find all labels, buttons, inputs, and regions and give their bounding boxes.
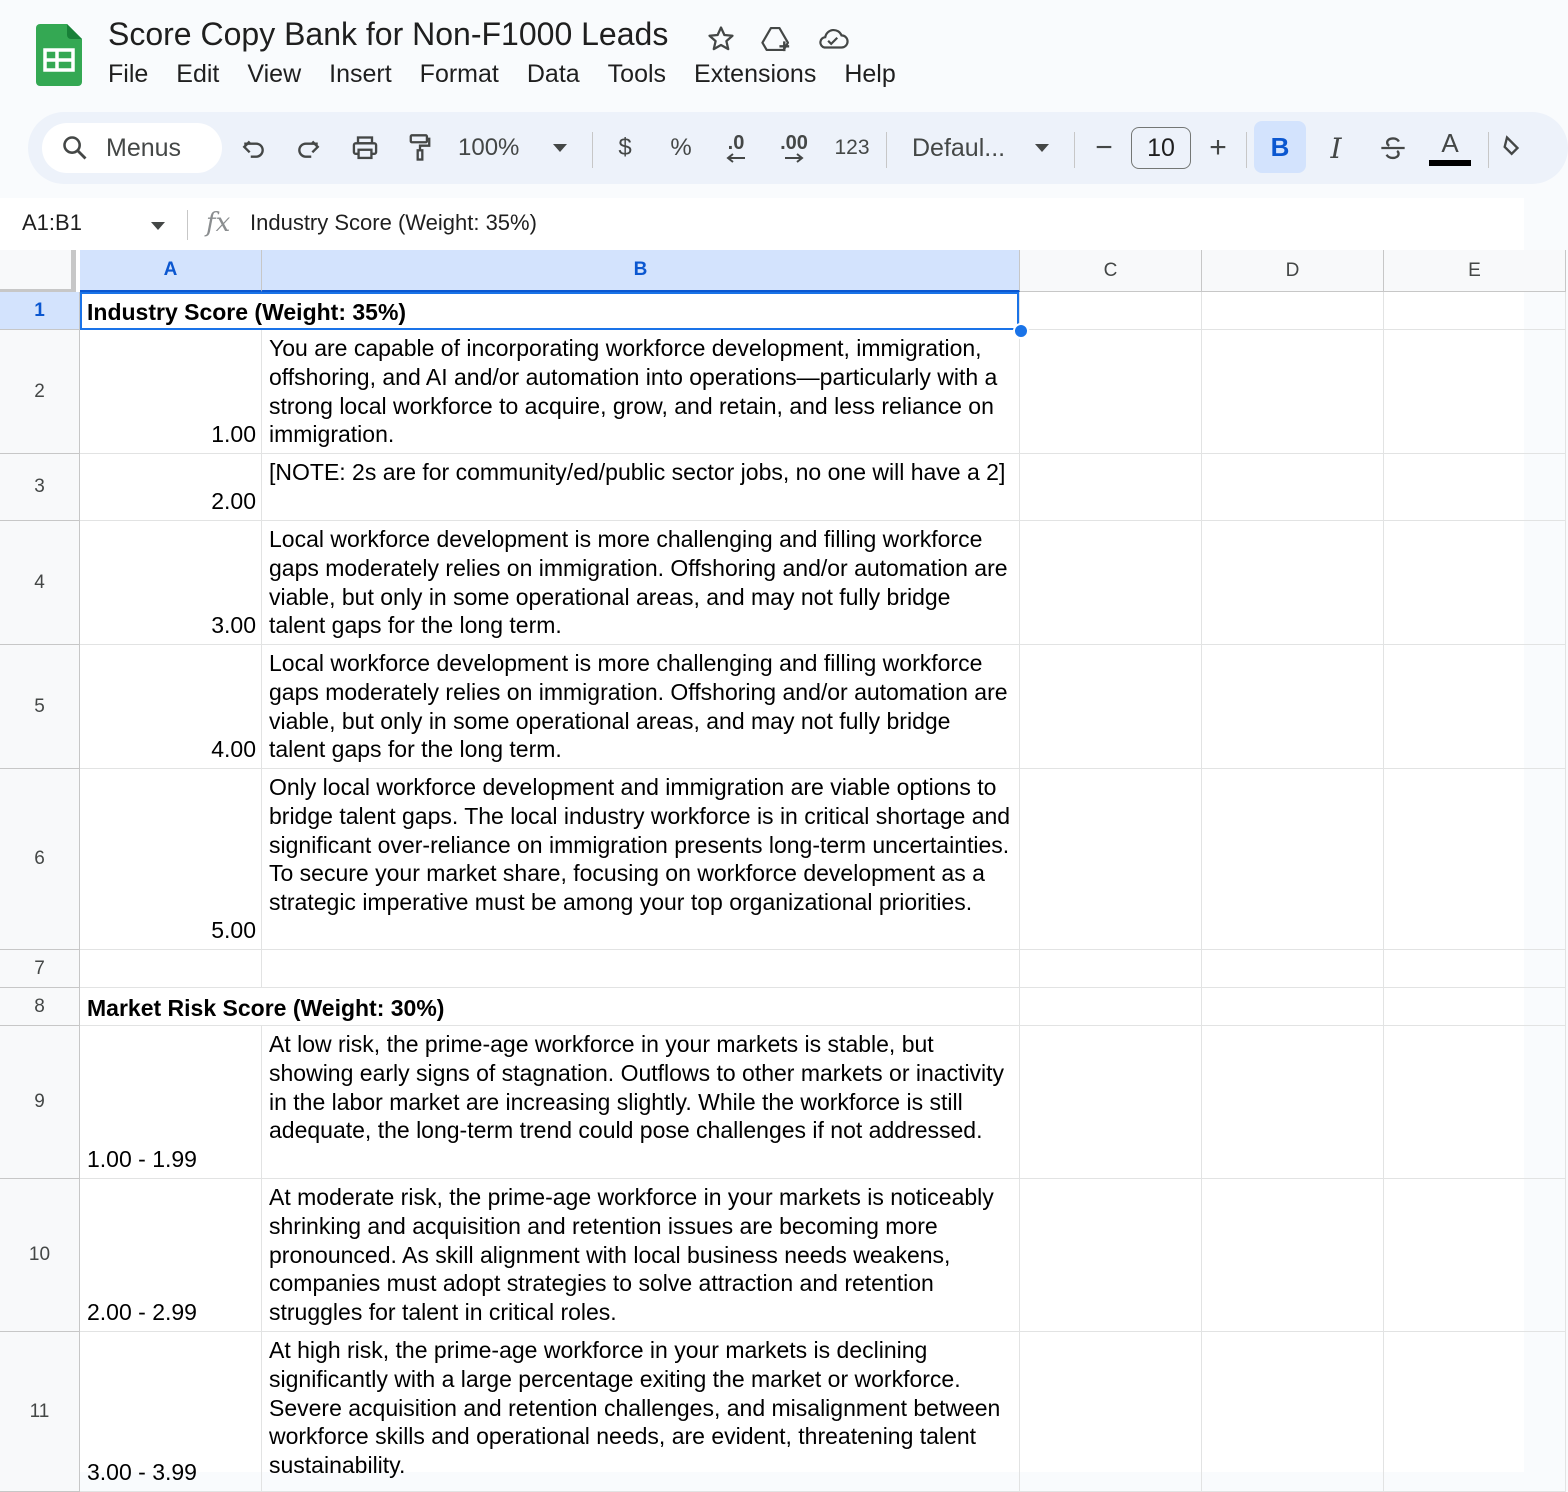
currency-format-button[interactable]: $ bbox=[618, 134, 632, 161]
cell-e9[interactable] bbox=[1384, 1026, 1566, 1179]
title-bar bbox=[0, 0, 1524, 108]
cell-c3[interactable] bbox=[1020, 454, 1202, 521]
column-header-c[interactable]: C bbox=[1020, 250, 1202, 292]
cell-b9[interactable]: At low risk, the prime-age workforce in your markets is stable, but showing early signs of stagnation. Outflows to other markets or inactivity in the labor market are increasing slightly. While the workforce is still adequate, the long-term trend could pose challenges if not addressed. bbox=[262, 1026, 1020, 1179]
cell-d11[interactable] bbox=[1202, 1332, 1384, 1492]
cell-c2[interactable] bbox=[1020, 330, 1202, 454]
sheets-logo-icon[interactable] bbox=[36, 24, 82, 86]
menu-format[interactable]: Format bbox=[419, 60, 499, 88]
cell-c8[interactable] bbox=[1020, 988, 1202, 1026]
arrow-left-icon bbox=[725, 153, 747, 163]
cell-b7[interactable] bbox=[262, 950, 1020, 988]
cell-e11[interactable] bbox=[1384, 1332, 1566, 1492]
cell-e8[interactable] bbox=[1384, 988, 1566, 1026]
menu-help[interactable]: Help bbox=[844, 60, 896, 88]
toolbar bbox=[28, 112, 1568, 184]
cell-c9[interactable] bbox=[1020, 1026, 1202, 1179]
menu-view[interactable]: View bbox=[247, 60, 302, 88]
font-size-input[interactable]: 10 bbox=[1131, 127, 1191, 169]
row-header-10[interactable]: 10 bbox=[0, 1179, 80, 1332]
selection-fill-handle[interactable] bbox=[1013, 323, 1029, 339]
row-header-5[interactable]: 5 bbox=[0, 645, 80, 769]
cell-c10[interactable] bbox=[1020, 1179, 1202, 1332]
column-header-d[interactable]: D bbox=[1202, 250, 1384, 292]
undo-icon[interactable] bbox=[234, 126, 274, 170]
document-title[interactable]: Score Copy Bank for Non-F1000 Leads bbox=[108, 16, 669, 52]
menu-tools[interactable]: Tools bbox=[607, 60, 667, 88]
cell-a7[interactable] bbox=[80, 950, 262, 988]
menu-extensions[interactable]: Extensions bbox=[694, 60, 817, 88]
arrow-right-icon bbox=[783, 153, 805, 163]
cell-d5[interactable] bbox=[1202, 645, 1384, 769]
star-icon[interactable] bbox=[702, 20, 740, 58]
search-menus[interactable] bbox=[42, 123, 222, 173]
column-header-e[interactable]: E bbox=[1384, 250, 1566, 292]
cell-a4[interactable]: 3.00 bbox=[80, 521, 262, 645]
cell-d10[interactable] bbox=[1202, 1179, 1384, 1332]
menu-insert[interactable]: Insert bbox=[329, 60, 392, 88]
print-icon[interactable] bbox=[344, 126, 386, 170]
font-chevron-down-icon[interactable] bbox=[1030, 126, 1054, 170]
increase-decimal-button[interactable]: .00 bbox=[772, 126, 816, 170]
cell-e5[interactable] bbox=[1384, 645, 1566, 769]
menu-data[interactable]: Data bbox=[526, 60, 580, 88]
cell-a2[interactable]: 1.00 bbox=[80, 330, 262, 454]
cell-e3[interactable] bbox=[1384, 454, 1566, 521]
spreadsheet-grid bbox=[0, 250, 1524, 1486]
cell-d3[interactable] bbox=[1202, 454, 1384, 521]
search-icon bbox=[60, 133, 90, 163]
paint-format-icon[interactable] bbox=[400, 126, 440, 170]
column-header-b[interactable]: B bbox=[262, 250, 1020, 292]
formula-bar bbox=[0, 198, 1524, 251]
cell-a3[interactable]: 2.00 bbox=[80, 454, 262, 521]
cell-c4[interactable] bbox=[1020, 521, 1202, 645]
row-header-6[interactable]: 6 bbox=[0, 769, 80, 950]
row-header-4[interactable]: 4 bbox=[0, 521, 80, 645]
cell-a5[interactable]: 4.00 bbox=[80, 645, 262, 769]
row-header-8[interactable]: 8 bbox=[0, 988, 80, 1026]
chevron-down-icon[interactable] bbox=[548, 126, 572, 170]
cell-c11[interactable] bbox=[1020, 1332, 1202, 1492]
font-family-select[interactable]: Defaul... bbox=[912, 133, 1006, 162]
cell-c7[interactable] bbox=[1020, 950, 1202, 988]
fx-icon: fx bbox=[206, 208, 231, 238]
cell-c6[interactable] bbox=[1020, 769, 1202, 950]
cell-d6[interactable] bbox=[1202, 769, 1384, 950]
cell-b11[interactable]: At high risk, the prime-age workforce in your markets is declining significantly with a large percentage exiting the market or workforce. Severe acquisition and retention challenges, and misalignment between workforce skills and operational needs, are evident, threatening talent sustainability. bbox=[262, 1332, 1020, 1492]
zoom-select[interactable]: 100% bbox=[458, 134, 520, 161]
cell-d2[interactable] bbox=[1202, 330, 1384, 454]
cell-d4[interactable] bbox=[1202, 521, 1384, 645]
menu-file[interactable]: File bbox=[108, 60, 149, 88]
menu-bar bbox=[108, 60, 924, 89]
cell-e1[interactable] bbox=[1384, 292, 1566, 330]
name-box[interactable]: A1:B1 bbox=[22, 210, 82, 235]
text-color-swatch bbox=[1429, 160, 1471, 166]
cell-a11[interactable]: 3.00 - 3.99 bbox=[80, 1332, 262, 1492]
cell-c1[interactable] bbox=[1020, 292, 1202, 330]
redo-icon[interactable] bbox=[288, 126, 328, 170]
cell-e2[interactable] bbox=[1384, 330, 1566, 454]
bold-button[interactable]: B bbox=[1254, 121, 1306, 173]
cell-c5[interactable] bbox=[1020, 645, 1202, 769]
decrease-decimal-button[interactable]: .0 bbox=[718, 126, 754, 170]
cell-b10[interactable]: At moderate risk, the prime-age workforce in your markets is noticeably shrinking and acquisition and retention issues are becoming more pronounced. As skill alignment with local business needs weakens, companies must adopt strategies to solve attraction and retention struggles for talent in critical roles. bbox=[262, 1179, 1020, 1332]
cell-b4[interactable]: Local workforce development is more challenging and filling workforce gaps moderately relies on immigration. Offshoring and/or automation are viable, but only in some operational areas, and may not fully bridge talent gaps for the long term. bbox=[262, 521, 1020, 645]
cell-d8[interactable] bbox=[1202, 988, 1384, 1026]
row-header-2[interactable]: 2 bbox=[0, 330, 80, 454]
percent-format-button[interactable]: % bbox=[670, 134, 692, 161]
row-header-3[interactable]: 3 bbox=[0, 454, 80, 521]
number-format-button[interactable]: 123 bbox=[834, 136, 870, 159]
column-header-a[interactable]: A bbox=[80, 250, 262, 292]
cell-d1[interactable] bbox=[1202, 292, 1384, 330]
increase-font-size-button[interactable]: + bbox=[1209, 131, 1227, 164]
text-color-button[interactable]: A bbox=[1428, 126, 1472, 170]
row-header-9[interactable]: 9 bbox=[0, 1026, 80, 1179]
cell-b3[interactable]: [NOTE: 2s are for community/ed/public sector jobs, no one will have a 2] bbox=[262, 454, 1020, 521]
cell-a1[interactable]: Industry Score (Weight: 35%) bbox=[80, 292, 1020, 330]
cell-e7[interactable] bbox=[1384, 950, 1566, 988]
cell-a8[interactable]: Market Risk Score (Weight: 30%) bbox=[80, 988, 1020, 1026]
cell-e6[interactable] bbox=[1384, 769, 1566, 950]
cell-a10[interactable]: 2.00 - 2.99 bbox=[80, 1179, 262, 1332]
cell-b5[interactable]: Local workforce development is more challenging and filling workforce gaps moderately relies on immigration. Offshoring and/or automation are viable, but only in some operational areas, and may not fully bridge talent gaps for the long term. bbox=[262, 645, 1020, 769]
fill-color-icon[interactable] bbox=[1502, 126, 1526, 170]
search-label: Menus bbox=[106, 133, 182, 162]
menu-edit[interactable]: Edit bbox=[176, 60, 220, 88]
cell-b6[interactable]: Only local workforce development and immigration are viable options to bridge talent gaps. The local industry workforce is in critical shortage and significant over-reliance on immigration presents long-term uncertainties. To secure your market share, focusing on workforce development as a strategic imperative must be among your top organizational priorities. bbox=[262, 769, 1020, 950]
cloud-status-icon[interactable] bbox=[814, 20, 852, 58]
cell-e4[interactable] bbox=[1384, 521, 1566, 645]
decrease-font-size-button[interactable]: − bbox=[1095, 131, 1113, 164]
move-to-drive-icon[interactable] bbox=[758, 20, 796, 58]
select-all-corner[interactable] bbox=[0, 250, 76, 292]
cell-e10[interactable] bbox=[1384, 1179, 1566, 1332]
formula-input[interactable]: Industry Score (Weight: 35%) bbox=[250, 210, 537, 235]
cell-b2[interactable]: You are capable of incorporating workforce development, immigration, offshoring, and AI and/or automation into operations—particularly with a strong local workforce to acquire, grow, and retain, and less reliance on immigration. bbox=[262, 330, 1020, 454]
name-box-chevron-icon[interactable] bbox=[150, 218, 166, 236]
row-header-7[interactable]: 7 bbox=[0, 950, 80, 988]
row-header-1[interactable]: 1 bbox=[0, 292, 80, 330]
cell-d7[interactable] bbox=[1202, 950, 1384, 988]
cell-d9[interactable] bbox=[1202, 1026, 1384, 1179]
row-header-11[interactable]: 11 bbox=[0, 1332, 80, 1492]
cell-a6[interactable]: 5.00 bbox=[80, 769, 262, 950]
cell-a9[interactable]: 1.00 - 1.99 bbox=[80, 1026, 262, 1179]
strikethrough-icon[interactable] bbox=[1374, 126, 1412, 170]
italic-button[interactable]: I bbox=[1330, 131, 1342, 165]
